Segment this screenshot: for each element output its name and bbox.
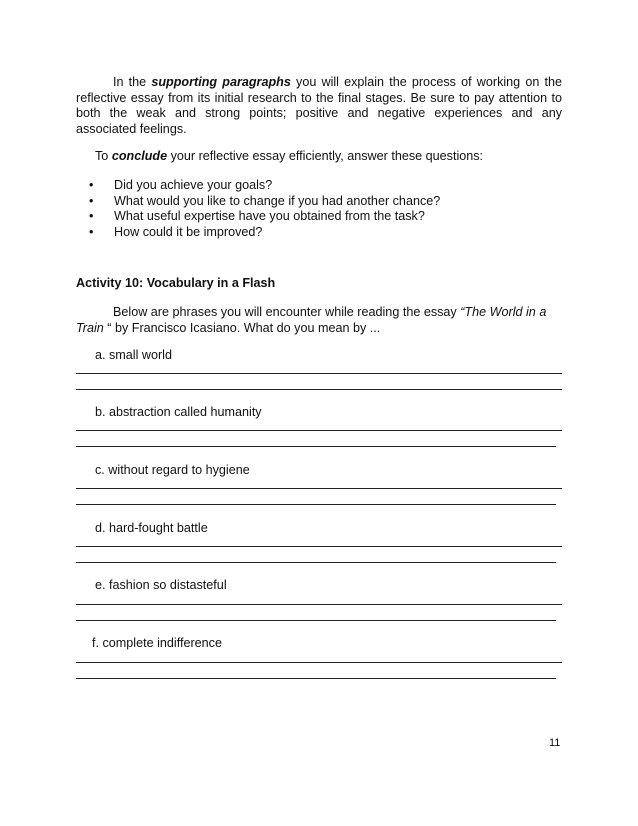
answer-line[interactable] bbox=[76, 678, 556, 679]
list-item: • How could it be improved? bbox=[89, 225, 559, 241]
supporting-emphasis: supporting paragraphs bbox=[151, 75, 291, 89]
supporting-paragraph bbox=[76, 75, 562, 137]
answer-line[interactable] bbox=[76, 546, 562, 547]
activity-intro bbox=[76, 305, 562, 336]
vocab-item-e: e. fashion so distasteful bbox=[95, 578, 227, 592]
activity-heading: Activity 10: Vocabulary in a Flash bbox=[76, 276, 276, 290]
answer-line[interactable] bbox=[76, 604, 562, 605]
vocab-item-b: b. abstraction called humanity bbox=[95, 405, 262, 419]
supporting-pre: In the bbox=[113, 75, 152, 89]
answer-line[interactable] bbox=[76, 620, 556, 621]
answer-line[interactable] bbox=[76, 430, 562, 431]
question-list bbox=[89, 178, 559, 240]
essay-title: “The World in a Train bbox=[76, 305, 547, 335]
conclude-pre: To bbox=[95, 149, 112, 163]
activity-intro-pre: Below are phrases you will encounter while reading the essay bbox=[113, 305, 461, 319]
list-item: • What would you like to change if you had another chance? bbox=[89, 194, 559, 210]
supporting-post: you will explain the process of working on the reflective essay from its initial research to the final stages. Be sure to pay attention to both the weak and strong points; positive and negative experiences and any associated feelings. bbox=[76, 75, 563, 136]
activity-intro-post: “ by Francisco Icasiano. What do you mean by ... bbox=[103, 320, 381, 335]
conclude-post: your reflective essay efficiently, answer these questions: bbox=[167, 149, 484, 163]
vocab-item-a: a. small world bbox=[95, 348, 172, 362]
page-number: 11 bbox=[549, 737, 561, 749]
answer-line[interactable] bbox=[76, 446, 556, 447]
list-item: • What useful expertise have you obtained from the task? bbox=[89, 209, 559, 225]
conclude-paragraph bbox=[95, 149, 565, 165]
vocab-item-f: f. complete indifference bbox=[92, 636, 222, 650]
answer-line[interactable] bbox=[76, 662, 562, 663]
vocab-item-c: c. without regard to hygiene bbox=[95, 463, 250, 477]
answer-line[interactable] bbox=[76, 488, 562, 489]
answer-line[interactable] bbox=[76, 562, 556, 563]
list-item: • Did you achieve your goals? bbox=[89, 178, 559, 194]
conclude-emphasis: conclude bbox=[111, 149, 168, 163]
answer-line[interactable] bbox=[76, 373, 562, 374]
answer-line[interactable] bbox=[76, 389, 562, 390]
answer-line[interactable] bbox=[76, 504, 556, 505]
vocab-item-d: d. hard-fought battle bbox=[95, 521, 208, 535]
